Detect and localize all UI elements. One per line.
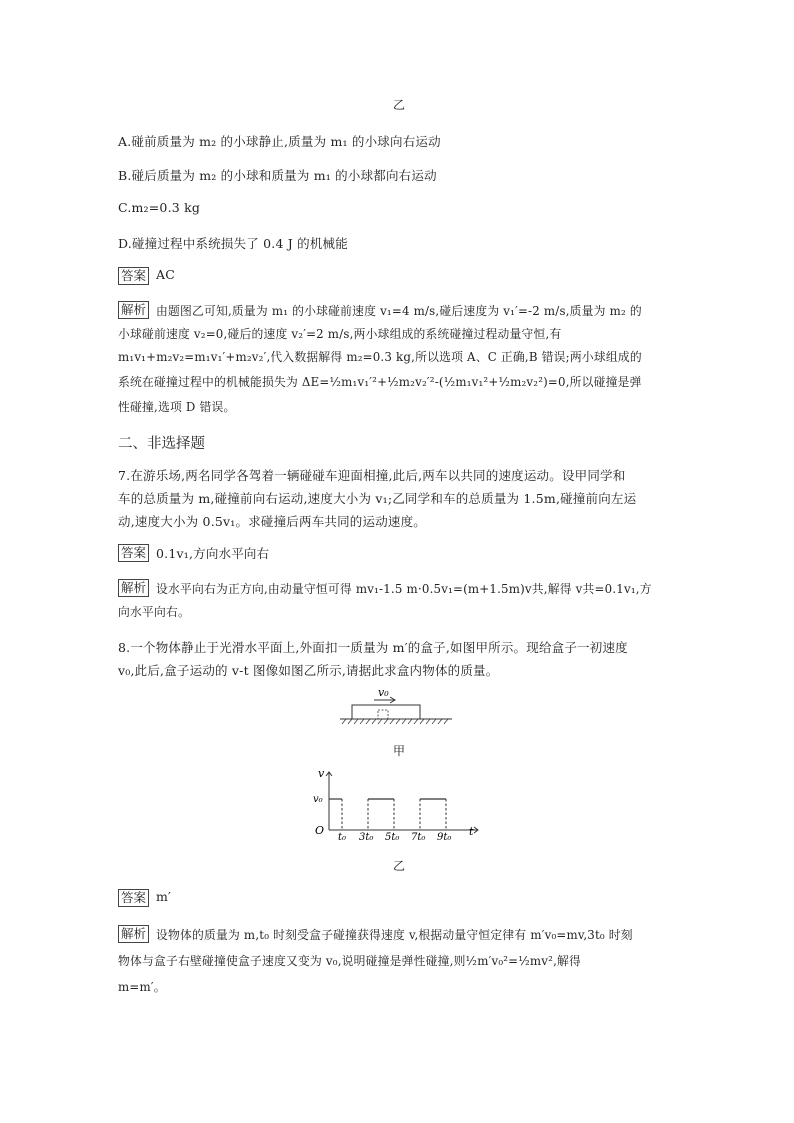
fig-a-v0-label: v₀ xyxy=(378,686,389,699)
ground-hatching xyxy=(342,719,448,724)
analysis-label: 解析 xyxy=(118,925,149,943)
answer-text: 0.1v₁,方向水平向右 xyxy=(156,546,270,561)
x-tick: 9t₀ xyxy=(437,832,452,842)
option-b: B.碰后质量为 m₂ 的小球和质量为 m₁ 的小球都向右运动 xyxy=(118,168,437,183)
figure-caption-a: 甲 xyxy=(393,744,406,758)
analysis-line: 设水平向右为正方向,由动量守恒可得 mv₁-1.5 m·0.5v₁=(m+1.5m)v共,解得 v共=0.1v₁,方 xyxy=(156,582,652,596)
vt-graph xyxy=(310,766,485,842)
answer-label: 答案 xyxy=(118,889,149,907)
analysis-line: 系统在碰撞过程中的机械能损失为 ΔE=½m₁v₁′²+½m₂v₂′²-(½m₁v₁²+½m₂v₂²)=0,所以碰撞是弹 xyxy=(118,375,642,389)
analysis-line: m=m′。 xyxy=(118,980,166,994)
y-tick-v0: v₀ xyxy=(313,794,323,805)
figure-caption-b: 乙 xyxy=(393,859,406,873)
y-axis-label: v xyxy=(318,767,325,780)
origin-label: O xyxy=(315,824,325,837)
question-line: 7.在游乐场,两名同学各驾着一辆碰碰车迎面相撞,此后,两车以共同的速度运动。设甲同学和 xyxy=(118,468,626,483)
answer-label: 答案 xyxy=(118,544,149,562)
analysis-line: 设物体的质量为 m,t₀ 时刻受盒子碰撞获得速度 v,根据动量守恒定律有 m′v₀=mv,3t₀ 时刻 xyxy=(156,928,633,942)
answer-text: m′ xyxy=(156,889,172,904)
analysis-line: m₁v₁+m₂v₂=m₁v₁′+m₂v₂′,代入数据解得 m₂=0.3 kg,所以选项 A、C 正确,B 错误;两小球组成的 xyxy=(118,350,642,364)
analysis-line: 性碰撞,选项 D 错误。 xyxy=(118,400,236,414)
dashed-verticals xyxy=(342,799,446,830)
analysis-label: 解析 xyxy=(118,579,149,597)
analysis-label: 解析 xyxy=(118,301,149,319)
answer-label: 答案 xyxy=(118,267,149,285)
figure-caption-top: 乙 xyxy=(393,98,406,112)
analysis-line: 向水平向右。 xyxy=(118,605,190,619)
x-tick: t₀ xyxy=(338,832,347,842)
question-line: 8.一个物体静止于光滑水平面上,外面扣一质量为 m′的盒子,如图甲所示。现给盒子一初速度 xyxy=(118,640,628,655)
option-a: A.碰前质量为 m₂ 的小球静止,质量为 m₁ 的小球向右运动 xyxy=(118,134,441,149)
question-line: 动,速度大小为 0.5v₁。求碰撞后两车共同的运动速度。 xyxy=(118,514,426,529)
figure-box-diagram xyxy=(330,684,460,734)
answer-text: AC xyxy=(156,267,175,282)
x-tick: 5t₀ xyxy=(385,832,400,842)
x-tick: 7t₀ xyxy=(411,832,426,842)
question-line: 车的总质量为 m,碰撞前向右运动,速度大小为 v₁;乙同学和车的总质量为 1.5m,碰撞前向左运 xyxy=(118,491,637,506)
box xyxy=(352,705,420,719)
x-axis-label: t xyxy=(469,825,474,838)
section-title: 二、非选择题 xyxy=(118,436,205,452)
question-line: v₀,此后,盒子运动的 v-t 图像如图乙所示,请据此求盒内物体的质量。 xyxy=(118,663,499,678)
option-d: D.碰撞过程中系统损失了 0.4 J 的机械能 xyxy=(118,236,348,251)
analysis-line: 由题图乙可知,质量为 m₁ 的小球碰前速度 v₁=4 m/s,碰后速度为 v₁′=-2 m/s,质量为 m₂ 的 xyxy=(156,304,642,318)
option-c: C.m₂=0.3 kg xyxy=(118,200,201,215)
analysis-line: 物体与盒子右壁碰撞使盒子速度又变为 v₀,说明碰撞是弹性碰撞,则½m′v₀²=½mv²,解得 xyxy=(118,954,582,968)
analysis-line: 小球碰前速度 v₂=0,碰后的速度 v₂′=2 m/s,两小球组成的系统碰撞过程动量守恒,有 xyxy=(118,327,562,341)
x-tick: 3t₀ xyxy=(359,832,374,842)
